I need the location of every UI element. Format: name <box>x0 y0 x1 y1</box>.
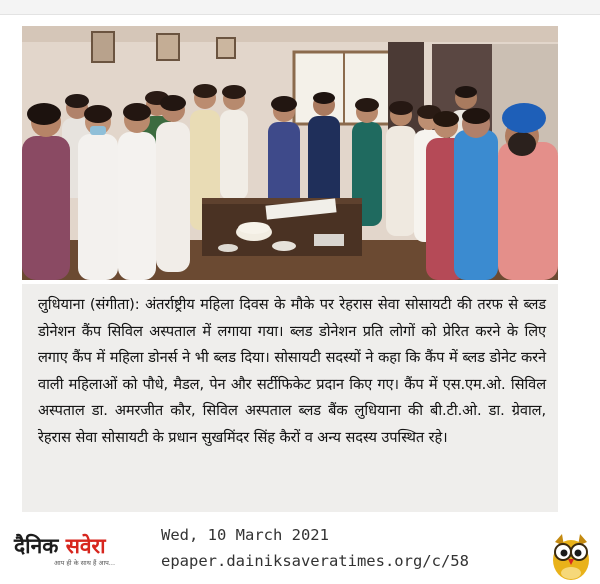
group-photo-illustration <box>22 26 558 280</box>
news-photo <box>22 26 558 280</box>
logo-tagline: आप ही के साथ हैं आप... <box>54 559 116 567</box>
wall-frame-left <box>92 32 114 62</box>
dainik-savera-logo[interactable] <box>14 534 164 578</box>
turban <box>502 103 546 133</box>
photo-table <box>202 198 362 256</box>
wall-frame-middle <box>157 34 179 60</box>
epaper-footer <box>0 516 600 584</box>
article-body <box>22 284 558 512</box>
owl-mascot-icon <box>550 528 592 582</box>
logo-dainik-text: दैनिक <box>14 534 59 558</box>
wall-frame-small <box>217 38 235 58</box>
publish-date: Wed, 10 March 2021 <box>161 526 329 544</box>
epaper-url-link[interactable]: epaper.dainiksaveratimes.org/c/58 <box>161 552 469 570</box>
previous-article-edge <box>0 0 600 15</box>
article-paragraph: लुधियाना (संगीता): अंतर्राष्ट्रीय महिला दिवस के मौके पर रेहरास सेवा सोसायटी की तरफ से ब्लड डोनेशन कैंप सिविल अस्पताल में लगाया गया। ब्लड डोनेशन प्रति लोगों को प्रेरित करने के लिए लगाए कैंप में महिला डोनर्स ने भी ब्लड दिया। सोसायटी सदस्यों ने कहा कि कैंप में ब्लड डोनेट करने वाली महिलाओं को पौधे, मैडल, पेन और सर्टीफिकेट प्रदान किए गए। कैंप में एस.एम.ओ. सिविल अस्पताल डा. अमरजीत कौर, सिविल अस्पताल ब्लड बैंक लुधियाना की बी.टी.ओ. डा. ग्रेवाल, रेहरास सेवा सोसायटी के प्रधान सुखमिंदर सिंह कैरों व अन्य सदस्य उपस्थित रहे। <box>38 296 546 446</box>
logo-savera-text: सवेरा <box>65 534 106 558</box>
